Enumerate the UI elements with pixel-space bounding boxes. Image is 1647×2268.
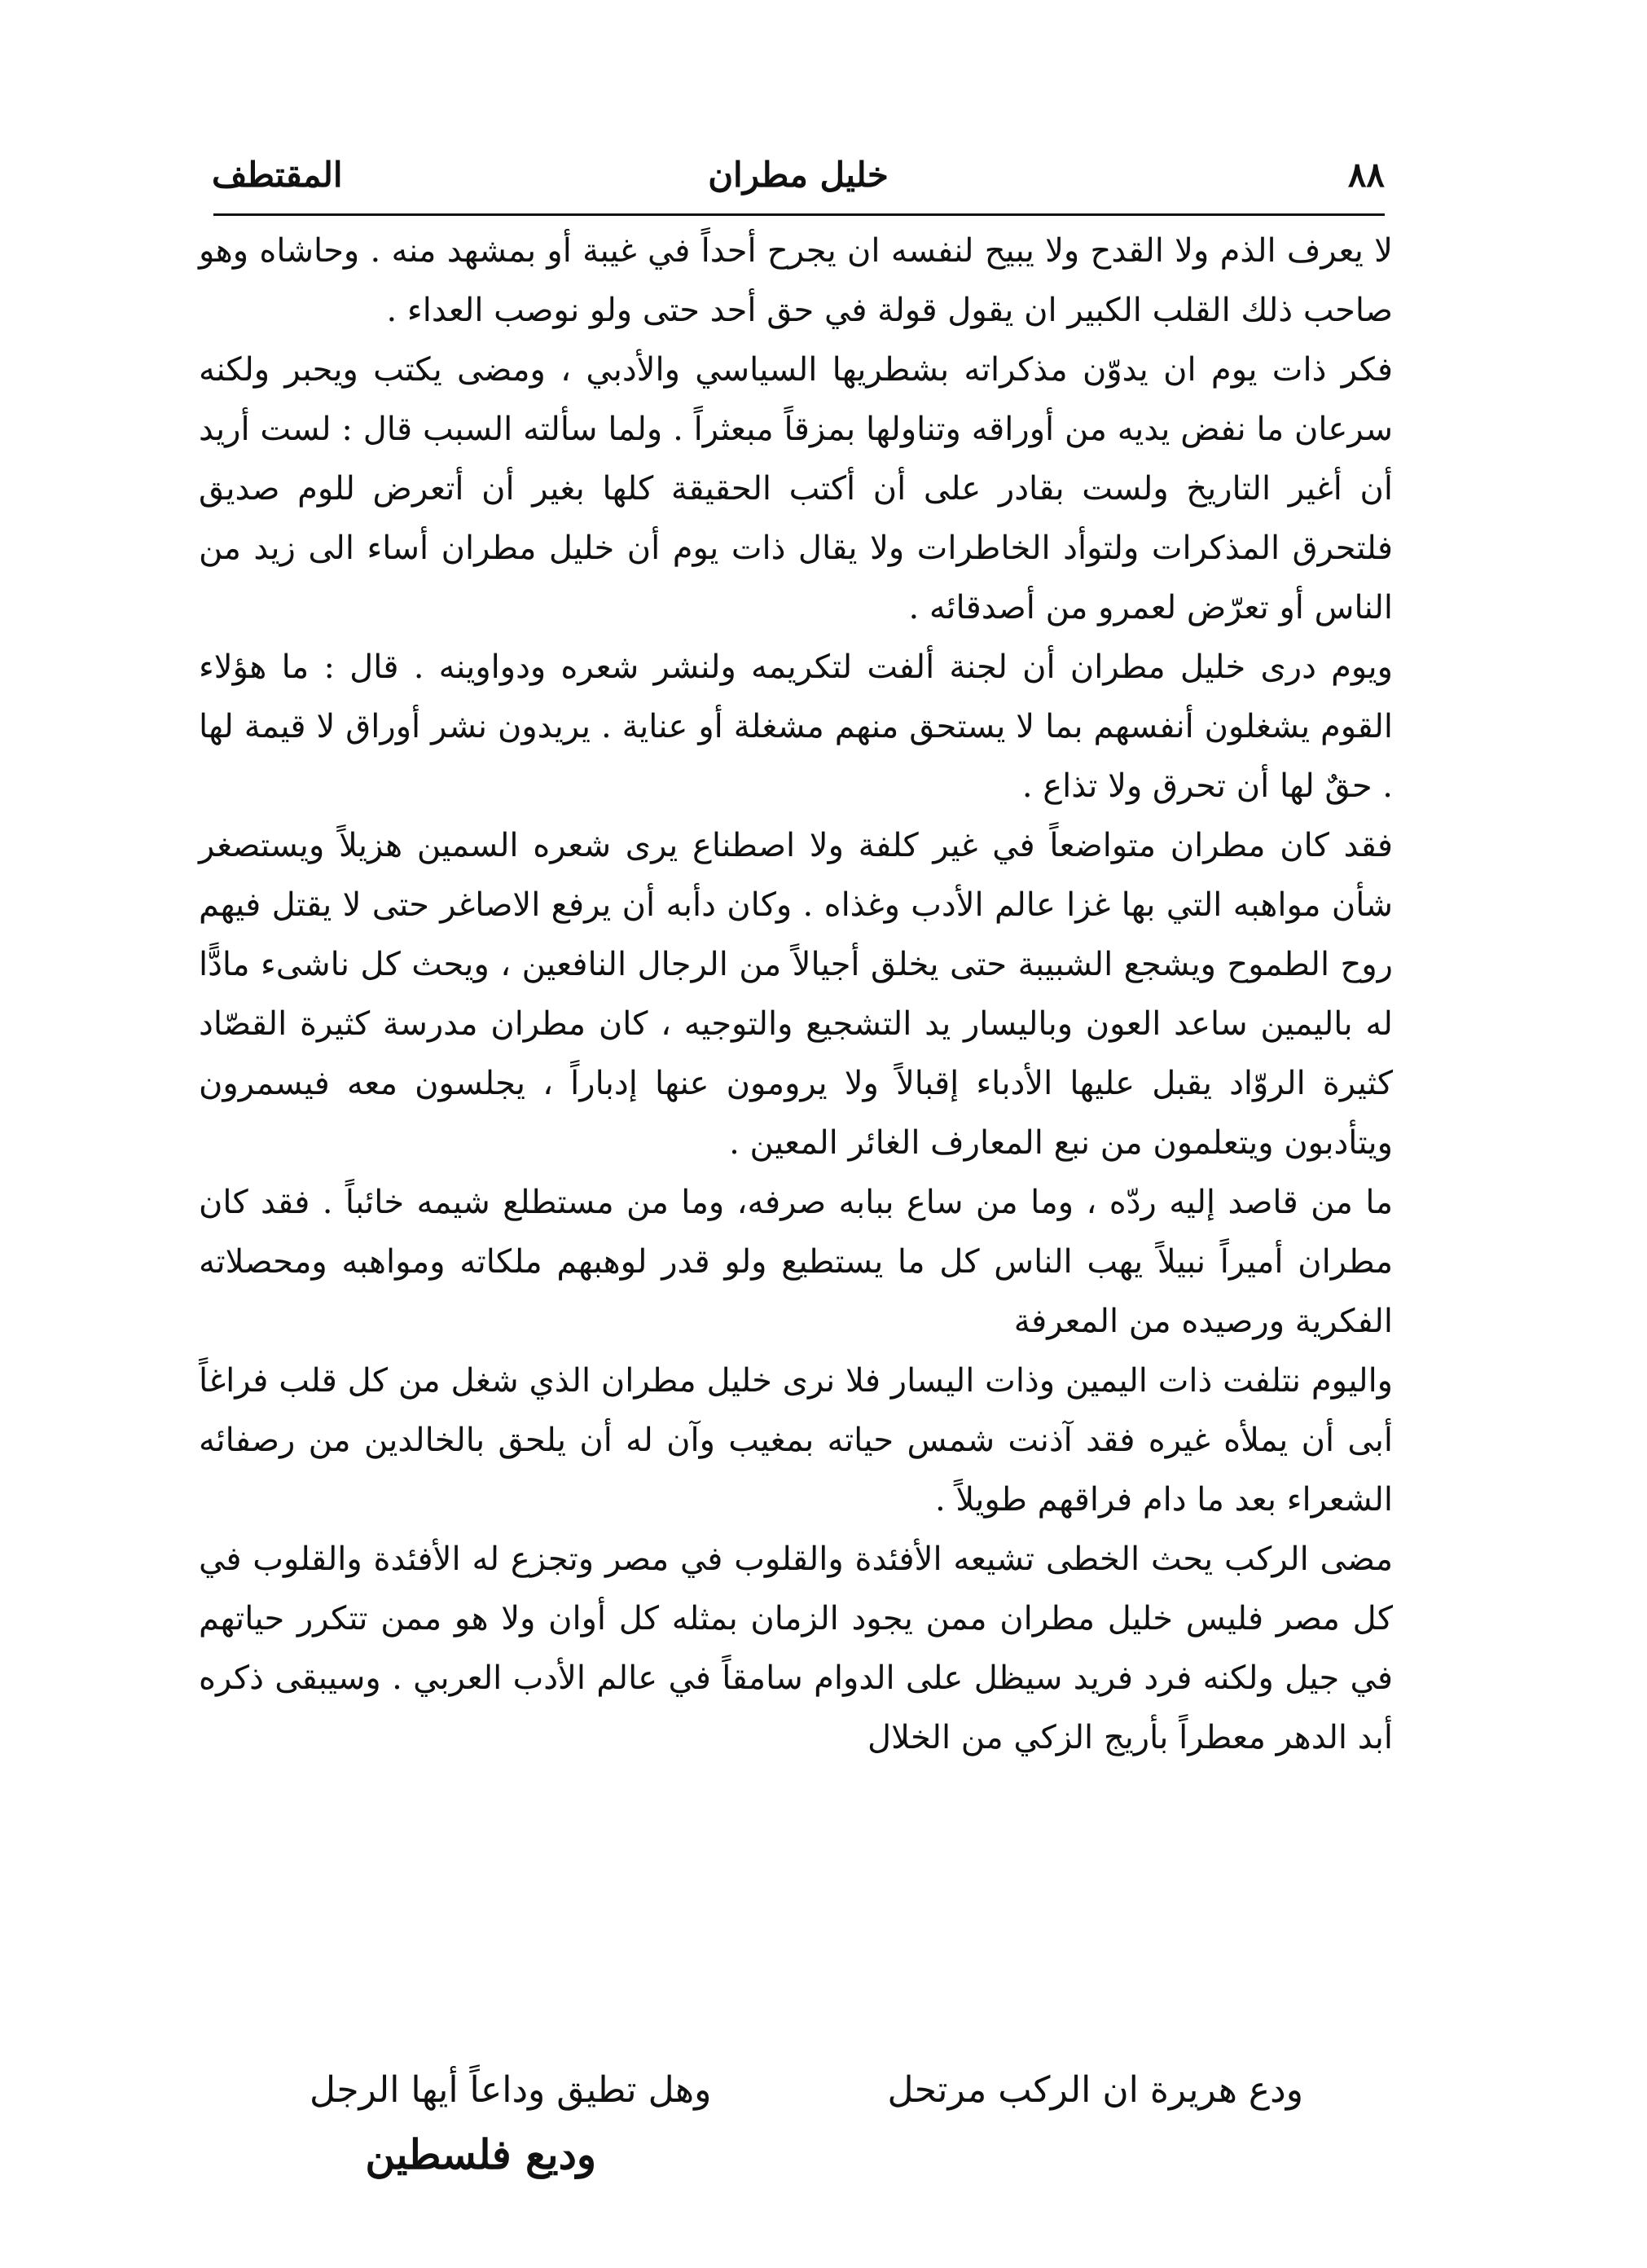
- paragraph: فقد كان مطران متواضعاً في غير كلفة ولا اصطناع يرى شعره السمين هزيلاً ويستصغر شأن مواهبه التي بها غزا عالم الأدب وغذاه . وكان دأبه أن يرفع الاصاغر حتى لا يقتل فيهم روح الطموح ويشجع الشبيبة حتى يخلق أجيالاً من الرجال النافعين ، ويحث كل ناشىء مادًّا له باليمين ساعد العون وباليسار يد التشجيع والتوجيه ، كان مطران مدرسة كثيرة القصّاد كثيرة الروّاد يقبل عليها الأدباء إقبالاً ولا يرومون عنها إدباراً ، يجلسون معه فيسمرون ويتأدبون ويتعلمون من نبع المعارف الغائر المعين .: [199, 827, 1393, 1162]
- paragraph: فكر ذات يوم ان يدوّن مذكراته بشطريها السياسي والأدبي ، ومضى يكتب ويحبر ولكنه سرعان ما نفض يديه من أوراقه وتناولها بمزقاً مبعثراً . ولما سألته السبب قال : لست أريد أن أغير التاريخ ولست بقادر على أن أكتب الحقيقة كلها بغير أن أتعرض للوم صديق فلتحرق المذكرات ولتوأد الخاطرات ولا يقال ذات يوم أن خليل مطران أساء الى زيد من الناس أو تعرّض لعمرو من أصدقائه .: [199, 351, 1393, 626]
- journal-name: المقتطف: [212, 155, 343, 195]
- page-number: ٨٨: [1347, 155, 1385, 195]
- verse-first-hemistich: ودع هريرة ان الركب مرتحل: [887, 2069, 1303, 2111]
- article-body: [199, 222, 1393, 1768]
- page-header: [212, 147, 1385, 204]
- paragraph: ما من قاصد إليه ردّه ، وما من ساع ببابه صرفه، وما من مستطلع شيمه خائباً . فقد كان مطران أميراً نبيلاً يهب الناس كل ما يستطيع ولو قدر لوهبهم ملكاته ومواهبه ومحصلاته الفكرية ورصيده من المعرفة: [199, 1184, 1393, 1340]
- paragraph: لا يعرف الذم ولا القدح ولا يبيح لنفسه ان يجرح أحداً في غيبة أو بمشهد منه . وحاشاه وهو صاحب ذلك القلب الكبير ان يقول قولة في حق أحد حتى ولو نوصب العداء .: [199, 232, 1393, 329]
- paragraph: مضى الركب يحث الخطى تشيعه الأفئدة والقلوب في مصر وتجزع له الأفئدة والقلوب في كل مصر فليس خليل مطران ممن يجود الزمان بمثله كل أوان ولا هو ممن تتكرر حياتهم في جيل ولكنه فرد فريد سيظل على الدوام سامقاً في عالم الأدب العربي . وسيبقى ذكره أبد الدهر معطراً بأريج الزكي من الخلال: [199, 1541, 1393, 1756]
- poem-verse: [310, 2058, 1303, 2123]
- paragraph: واليوم نتلفت ذات اليمين وذات اليسار فلا نرى خليل مطران الذي شغل من كل قلب فراغاً أبى أن يملأه غيره فقد آذنت شمس حياته بمغيب وآن له أن يلحق بالخالدين من رصفائه الشعراء بعد ما دام فراقهم طويلاً .: [199, 1362, 1394, 1519]
- verse-second-hemistich: وهل تطيق وداعاً أيها الرجل: [310, 2069, 712, 2111]
- header-rule: [213, 213, 1385, 216]
- author-signature: وديع فلسطين: [365, 2130, 596, 2178]
- paragraph: ويوم درى خليل مطران أن لجنة ألفت لتكريمه ولنشر شعره ودواوينه . قال : ما هؤلاء القوم يشغلون أنفسهم بما لا يستحق منهم مشغلة أو عناية . يريدون نشر أوراق لا قيمة لها . حقٌ لها أن تحرق ولا تذاع .: [199, 648, 1394, 805]
- running-title: خليل مطران: [708, 155, 889, 195]
